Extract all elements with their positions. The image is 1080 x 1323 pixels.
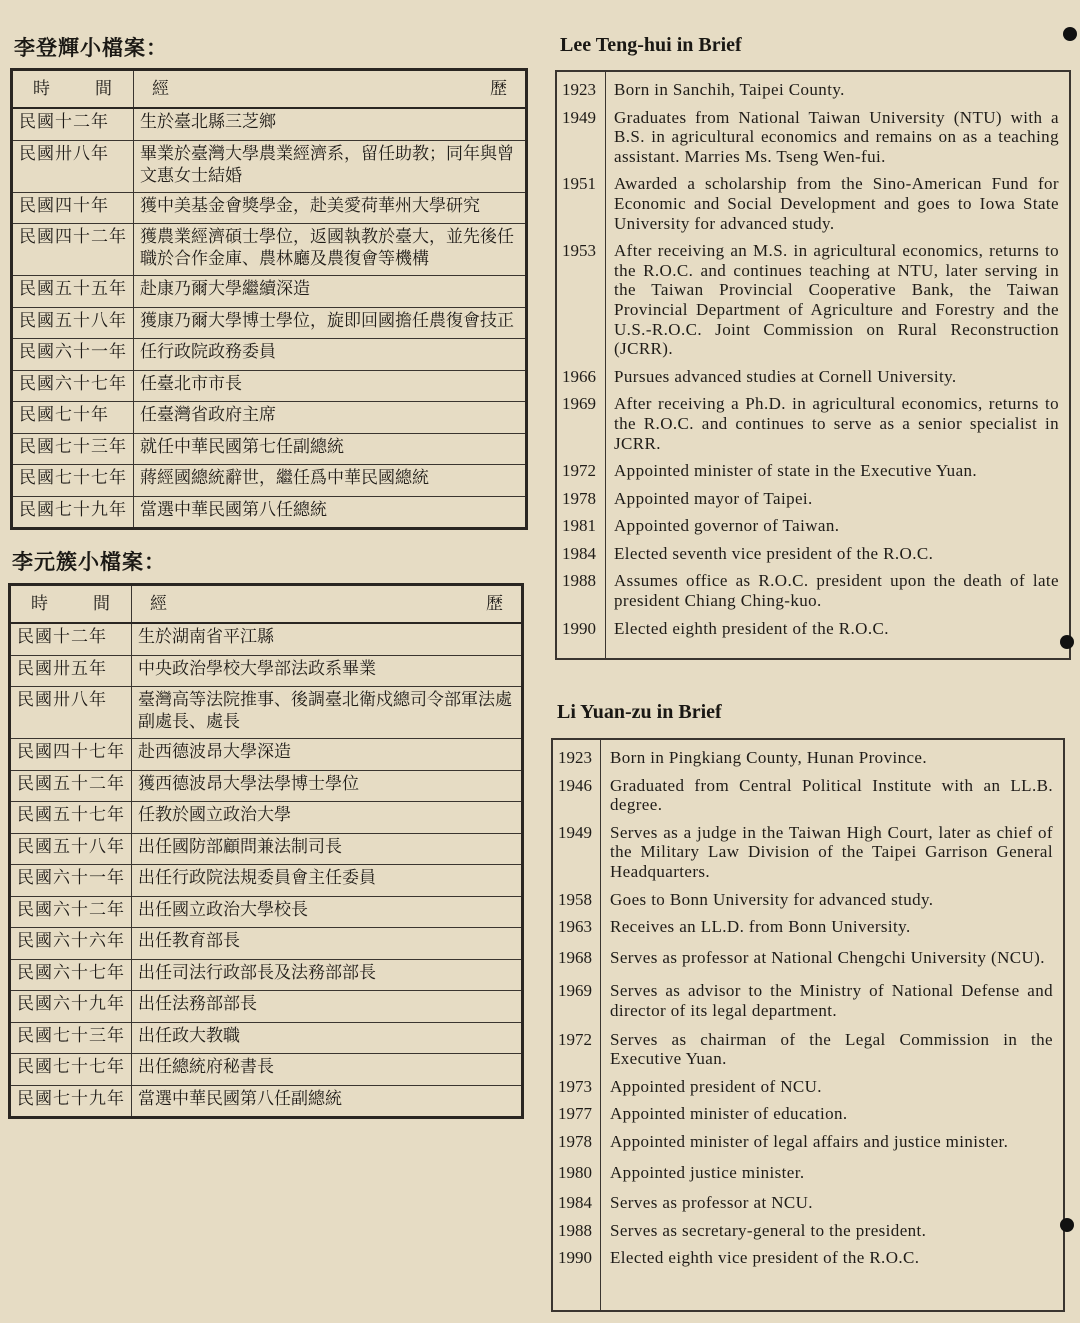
table-row bbox=[12, 224, 527, 276]
col-time-char-2: 間 bbox=[95, 79, 113, 99]
table-header-row bbox=[10, 585, 523, 624]
event-cell: 當選中華民國第八任總統 bbox=[134, 496, 527, 529]
entry-text: Appointed minister of education. bbox=[610, 1104, 848, 1124]
binding-hole-icon bbox=[1060, 1218, 1074, 1232]
timeline-entry bbox=[553, 1193, 1063, 1213]
year-cell: 民國卅八年 bbox=[12, 140, 134, 192]
table-row bbox=[12, 307, 527, 339]
year-cell: 民國六十六年 bbox=[10, 928, 132, 960]
entry-text: Appointed president of NCU. bbox=[610, 1076, 822, 1096]
event-cell: 臺灣高等法院推事、後調臺北衛戍總司令部軍法處副處長、處長 bbox=[132, 687, 523, 739]
entry-text: Serves as secretary-general to the president. bbox=[610, 1220, 927, 1240]
timeline-entry bbox=[553, 981, 1063, 1020]
timeline-entry bbox=[557, 619, 1069, 639]
event-cell: 獲農業經濟碩士學位，返國執教於臺大，並先後任職於合作金庫、農林廳及農復會等機構 bbox=[134, 224, 527, 276]
timeline-entry bbox=[553, 823, 1063, 882]
entry-text: Serves as advisor to the Ministry of National Defense and director of its legal department. bbox=[610, 981, 1053, 1020]
event-cell: 生於臺北縣三芝鄉 bbox=[134, 108, 527, 140]
entry-text: After receiving a Ph.D. in agricultural economics, returns to the R.O.C. and continues to serve as a senior specialist in JCRR. bbox=[614, 394, 1059, 453]
year-cell: 民國卅八年 bbox=[10, 687, 132, 739]
entry-text: After receiving an M.S. in agricultural economics, returns to the R.O.C. and continues teaching at NTU, later serving in the Taiwan Provincial Cooperative Bank, the Taiwan Provincial Department of Agriculture and Forestry and the U.S.-R.O.C. Joint Commission on Rural Reconstruction (JCRR). bbox=[614, 241, 1059, 359]
year-cell: 民國六十二年 bbox=[10, 896, 132, 928]
year-cell: 民國六十一年 bbox=[10, 865, 132, 897]
table-row bbox=[12, 402, 527, 434]
event-cell: 獲中美基金會獎學金，赴美愛荷華州大學研究 bbox=[134, 192, 527, 224]
entry-text: Elected eighth president of the R.O.C. bbox=[614, 618, 889, 638]
entry-year: 1966 bbox=[562, 366, 596, 386]
event-cell: 當選中華民國第八任副總統 bbox=[132, 1085, 523, 1118]
col-event-char-2: 歷 bbox=[486, 594, 503, 614]
entry-year: 1972 bbox=[558, 1029, 592, 1049]
entry-text: Appointed governor of Taiwan. bbox=[614, 516, 840, 536]
year-cell: 民國四十二年 bbox=[12, 224, 134, 276]
entry-text: Assumes office as R.O.C. president upon the death of late president Chiang Ching-kuo. bbox=[614, 571, 1059, 611]
entry-year: 1923 bbox=[562, 80, 596, 99]
table-row bbox=[10, 770, 523, 802]
year-cell: 民國七十年 bbox=[12, 402, 134, 434]
event-cell: 出任行政院法規委員會主任委員 bbox=[132, 865, 523, 897]
table-row bbox=[12, 433, 527, 465]
year-cell: 民國六十七年 bbox=[10, 959, 132, 991]
col-event-char-1: 經 bbox=[150, 594, 167, 614]
event-cell: 獲西德波昂大學法學博士學位 bbox=[132, 770, 523, 802]
timeline-entry bbox=[553, 1163, 1063, 1183]
entry-text: Goes to Bonn University for advanced study. bbox=[610, 889, 934, 909]
year-cell: 民國卅五年 bbox=[10, 655, 132, 687]
entry-year: 1977 bbox=[558, 1104, 592, 1124]
timeline-entry bbox=[553, 1104, 1063, 1124]
table-row bbox=[12, 339, 527, 371]
timeline-entry bbox=[557, 174, 1069, 233]
binding-hole-icon bbox=[1060, 635, 1074, 649]
entry-year: 1923 bbox=[558, 748, 592, 767]
table-row bbox=[12, 108, 527, 140]
year-cell: 民國五十八年 bbox=[10, 833, 132, 865]
entry-text: Pursues advanced studies at Cornell University. bbox=[614, 366, 957, 386]
table-row bbox=[10, 928, 523, 960]
timeline-entry bbox=[553, 1132, 1063, 1152]
entry-year: 1980 bbox=[558, 1162, 592, 1182]
entry-text: Graduated from Central Political Institute with an LL.B. degree. bbox=[610, 775, 1053, 815]
table-row bbox=[12, 370, 527, 402]
event-cell: 獲康乃爾大學博士學位，旋即回國擔任農復會技正 bbox=[134, 307, 527, 339]
entry-year: 1968 bbox=[558, 947, 592, 967]
table-row bbox=[10, 1022, 523, 1054]
col-time-char-1: 時 bbox=[31, 594, 49, 614]
table-row bbox=[12, 465, 527, 497]
timeline-entry bbox=[557, 461, 1069, 481]
year-cell: 民國四十七年 bbox=[10, 739, 132, 771]
event-cell: 畢業於臺灣大學農業經濟系，留任助教；同年與曾文惠女士結婚 bbox=[134, 140, 527, 192]
year-cell: 民國五十七年 bbox=[10, 802, 132, 834]
lee-zh-title: 李登輝小檔案： bbox=[14, 36, 168, 60]
entry-year: 1949 bbox=[558, 822, 592, 842]
entry-year: 1988 bbox=[562, 571, 596, 591]
table-row bbox=[10, 959, 523, 991]
table-row bbox=[10, 1085, 523, 1118]
table-row bbox=[12, 140, 527, 192]
timeline-entry bbox=[553, 748, 1063, 768]
entry-text: Appointed justice minister. bbox=[610, 1162, 805, 1182]
binding-hole-icon bbox=[1063, 27, 1077, 41]
timeline-entry bbox=[557, 108, 1069, 167]
entry-year: 1949 bbox=[562, 107, 596, 127]
event-cell: 出任政大教職 bbox=[132, 1022, 523, 1054]
col-time-char-1: 時 bbox=[33, 79, 51, 99]
year-cell: 民國五十八年 bbox=[12, 307, 134, 339]
entry-text: Elected seventh vice president of the R.O.C. bbox=[614, 543, 934, 563]
timeline-entry bbox=[557, 241, 1069, 359]
entry-text: Receives an LL.D. from Bonn University. bbox=[610, 917, 911, 937]
entry-year: 1990 bbox=[562, 618, 596, 638]
table-row bbox=[10, 1054, 523, 1086]
lee-zh-table bbox=[10, 68, 528, 530]
entry-year: 1951 bbox=[562, 174, 596, 194]
event-cell: 出任教育部長 bbox=[132, 928, 523, 960]
entry-year: 1973 bbox=[558, 1076, 592, 1096]
year-cell: 民國五十五年 bbox=[12, 276, 134, 308]
lee-en-title: Lee Teng-hui in Brief bbox=[560, 34, 742, 56]
entry-year: 1988 bbox=[558, 1220, 592, 1240]
entry-text: Born in Pingkiang County, Hunan Province. bbox=[610, 748, 928, 767]
table-row bbox=[12, 192, 527, 224]
entry-year: 1972 bbox=[562, 461, 596, 481]
entry-year: 1963 bbox=[558, 917, 592, 937]
entry-text: Born in Sanchih, Taipei County. bbox=[614, 80, 845, 99]
event-cell: 出任法務部部長 bbox=[132, 991, 523, 1023]
timeline-entry bbox=[557, 367, 1069, 387]
table-row bbox=[12, 276, 527, 308]
timeline-entry bbox=[557, 394, 1069, 453]
entry-year: 1984 bbox=[562, 543, 596, 563]
entry-text: Graduates from National Taiwan University (NTU) with a B.S. in agricultural economics and remains on as a teaching assistant. Marries Ms. Tseng Wen-fui. bbox=[614, 107, 1059, 166]
table-row bbox=[10, 833, 523, 865]
entry-year: 1969 bbox=[558, 981, 592, 1001]
table-row bbox=[10, 802, 523, 834]
table-row bbox=[10, 739, 523, 771]
col-event-char-2: 歷 bbox=[490, 79, 507, 99]
timeline-entry bbox=[557, 571, 1069, 610]
timeline-entry bbox=[557, 489, 1069, 509]
entry-year: 1978 bbox=[562, 488, 596, 508]
event-cell: 出任司法行政部長及法務部部長 bbox=[132, 959, 523, 991]
year-cell: 民國七十七年 bbox=[10, 1054, 132, 1086]
timeline-entry bbox=[553, 917, 1063, 937]
year-cell: 民國七十九年 bbox=[12, 496, 134, 529]
year-cell: 民國五十二年 bbox=[10, 770, 132, 802]
event-cell: 生於湖南省平江縣 bbox=[132, 623, 523, 655]
timeline-entry bbox=[557, 544, 1069, 564]
entry-year: 1984 bbox=[558, 1193, 592, 1213]
year-cell: 民國四十年 bbox=[12, 192, 134, 224]
entry-text: Serves as professor at NCU. bbox=[610, 1193, 813, 1213]
table-row bbox=[10, 687, 523, 739]
entry-year: 1978 bbox=[558, 1131, 592, 1151]
entry-text: Serves as a judge in the Taiwan High Court, later as chief of the Military Law Division of the Taipei Garrison General Headquarters. bbox=[610, 822, 1053, 881]
year-cell: 民國七十三年 bbox=[12, 433, 134, 465]
timeline-entry bbox=[553, 776, 1063, 815]
event-cell: 赴康乃爾大學繼續深造 bbox=[134, 276, 527, 308]
entry-text: Serves as chairman of the Legal Commission in the Executive Yuan. bbox=[610, 1029, 1053, 1069]
year-cell: 民國七十三年 bbox=[10, 1022, 132, 1054]
event-cell: 出任國立政治大學校長 bbox=[132, 896, 523, 928]
event-cell: 中央政治學校大學部法政系畢業 bbox=[132, 655, 523, 687]
entry-text: Appointed mayor of Taipei. bbox=[614, 488, 813, 508]
entry-text: Appointed minister of state in the Executive Yuan. bbox=[614, 461, 978, 481]
entry-text: Serves as professor at National Chengchi University (NCU). bbox=[610, 947, 1045, 967]
year-cell: 民國六十七年 bbox=[12, 370, 134, 402]
year-cell: 民國六十一年 bbox=[12, 339, 134, 371]
event-cell: 出任總統府秘書長 bbox=[132, 1054, 523, 1086]
li-en-box bbox=[551, 738, 1065, 1312]
event-cell: 任臺灣省政府主席 bbox=[134, 402, 527, 434]
year-cell: 民國十二年 bbox=[10, 623, 132, 655]
table-row bbox=[12, 496, 527, 529]
year-cell: 民國七十九年 bbox=[10, 1085, 132, 1118]
entry-text: Elected eighth vice president of the R.O.C. bbox=[610, 1248, 920, 1268]
entry-year: 1953 bbox=[562, 241, 596, 261]
entry-text: Awarded a scholarship from the Sino-American Fund for Economic and Social Development and goes to Iowa State University for advanced study. bbox=[614, 174, 1059, 233]
year-cell: 民國十二年 bbox=[12, 108, 134, 140]
table-row bbox=[10, 865, 523, 897]
event-cell: 任臺北市市長 bbox=[134, 370, 527, 402]
lee-en-box bbox=[555, 70, 1071, 660]
event-cell: 蔣經國總統辭世，繼任爲中華民國總統 bbox=[134, 465, 527, 497]
event-cell: 任行政院政務委員 bbox=[134, 339, 527, 371]
timeline-entry bbox=[553, 1248, 1063, 1268]
entry-year: 1981 bbox=[562, 516, 596, 536]
event-cell: 赴西德波昂大學深造 bbox=[132, 739, 523, 771]
table-row bbox=[10, 991, 523, 1023]
entry-year: 1969 bbox=[562, 394, 596, 414]
table-row bbox=[10, 655, 523, 687]
entry-text: Appointed minister of legal affairs and justice minister. bbox=[610, 1131, 1009, 1151]
event-cell: 任教於國立政治大學 bbox=[132, 802, 523, 834]
event-cell: 出任國防部顧問兼法制司長 bbox=[132, 833, 523, 865]
entry-year: 1946 bbox=[558, 775, 592, 795]
entry-year: 1990 bbox=[558, 1248, 592, 1268]
entry-year: 1958 bbox=[558, 889, 592, 909]
col-event-char-1: 經 bbox=[152, 79, 169, 99]
table-row bbox=[10, 896, 523, 928]
timeline-entry bbox=[557, 516, 1069, 536]
year-cell: 民國六十九年 bbox=[10, 991, 132, 1023]
li-zh-table bbox=[8, 583, 524, 1119]
year-cell: 民國七十七年 bbox=[12, 465, 134, 497]
timeline-entry bbox=[553, 948, 1063, 968]
li-zh-title: 李元簇小檔案： bbox=[12, 550, 166, 574]
timeline-entry bbox=[553, 1030, 1063, 1069]
timeline-entry bbox=[553, 1221, 1063, 1241]
col-time-char-2: 間 bbox=[93, 594, 111, 614]
event-cell: 就任中華民國第七任副總統 bbox=[134, 433, 527, 465]
table-header-row bbox=[12, 70, 527, 109]
li-en-title: Li Yuan-zu in Brief bbox=[557, 701, 722, 723]
timeline-entry bbox=[557, 80, 1069, 100]
timeline-entry bbox=[553, 1077, 1063, 1097]
table-row bbox=[10, 623, 523, 655]
timeline-entry bbox=[553, 890, 1063, 910]
